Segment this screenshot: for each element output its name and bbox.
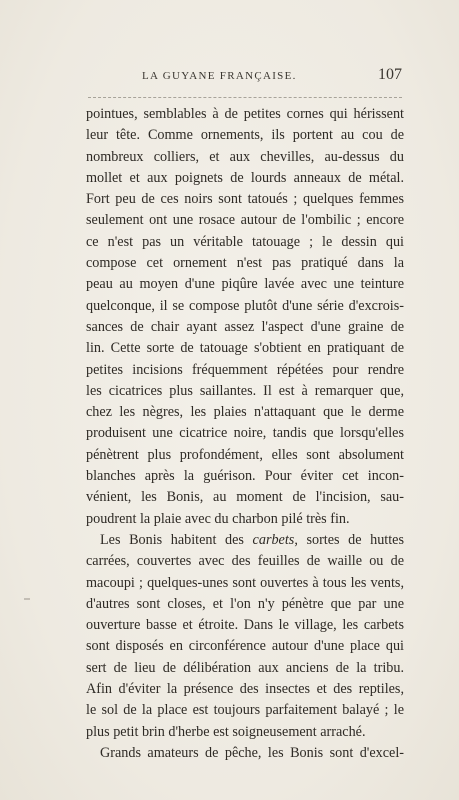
text-segment: d'autres sont closes, et l'on n'y pénètre que par une bbox=[86, 595, 404, 612]
text-line bbox=[86, 573, 404, 594]
text-line bbox=[86, 615, 404, 636]
text-segment: carrées, couvertes avec des feuilles de waille ou de bbox=[86, 553, 404, 570]
text-line bbox=[86, 360, 404, 381]
italic-word: carbets bbox=[252, 531, 295, 548]
text-segment: petites incisions fréquemment répétées pour rendre bbox=[86, 361, 404, 378]
text-segment: sances de chair ayant assez l'aspect d'une graine de bbox=[86, 318, 404, 335]
text-segment: lin. Cette sorte de tatouage s'obtient en pratiquant de bbox=[86, 340, 404, 357]
text-line bbox=[86, 296, 404, 317]
text-segment: vénient, les Bonis, au moment de l'incision, sau- bbox=[86, 489, 404, 506]
text-segment: Grands amateurs de pêche, les Bonis sont d'excel- bbox=[100, 744, 404, 761]
text-segment: Fort peu de ces noirs sont tatoués ; quelques femmes bbox=[86, 191, 404, 208]
text-segment: ouverture basse et étroite. Dans le village, les carbets bbox=[86, 617, 404, 634]
text-line bbox=[86, 423, 404, 444]
text-segment: sert de lieu de délibération aux anciens de la tribu. bbox=[86, 659, 404, 676]
text-segment: produisent une cicatrice noire, tandis que lorsqu'elles bbox=[86, 425, 404, 442]
text-segment: compose cet ornement n'est pas pratiqué dans la bbox=[86, 255, 404, 272]
running-title: LA GUYANE FRANÇAISE. bbox=[142, 70, 297, 82]
text-line bbox=[86, 104, 404, 125]
text-line bbox=[86, 168, 404, 189]
text-line bbox=[86, 402, 404, 423]
text-line bbox=[86, 636, 404, 657]
text-line bbox=[86, 722, 404, 743]
text-line bbox=[86, 530, 404, 551]
text-line bbox=[86, 551, 404, 572]
text-line bbox=[86, 210, 404, 231]
text-segment: le sol de la place est toujours parfaitement balayé ; le bbox=[86, 702, 404, 719]
text-segment: quelconque, il se compose plutôt d'une série d'excrois- bbox=[86, 297, 404, 314]
text-segment: seulement ont une rosace autour de l'ombilic ; encore bbox=[86, 212, 404, 229]
body-text bbox=[86, 104, 404, 764]
text-segment: plus petit brin d'herbe est soigneusement arraché. bbox=[86, 723, 366, 740]
text-line bbox=[86, 125, 404, 146]
text-segment: , sortes de huttes bbox=[294, 531, 404, 548]
text-segment: pointues, semblables à de petites cornes qui hérissent bbox=[86, 106, 404, 122]
text-segment: Les Bonis habitent des bbox=[100, 531, 253, 548]
text-segment: leur tête. Comme ornements, ils portent au cou de bbox=[86, 127, 404, 144]
paper-mark bbox=[24, 598, 30, 600]
text-line bbox=[86, 487, 404, 508]
text-segment: blanches après la guérison. Pour éviter cet incon- bbox=[86, 468, 404, 485]
text-line bbox=[86, 274, 404, 295]
page-number: 107 bbox=[378, 66, 402, 83]
text-line bbox=[86, 338, 404, 359]
text-line bbox=[86, 445, 404, 466]
text-segment: mollet et aux poignets de lourds anneaux de métal. bbox=[86, 169, 404, 186]
text-line bbox=[86, 232, 404, 253]
text-segment: ce n'est pas un véritable tatouage ; le dessin qui bbox=[86, 233, 404, 250]
text-line bbox=[86, 381, 404, 402]
text-line bbox=[86, 189, 404, 210]
text-line bbox=[86, 253, 404, 274]
text-segment: chez les nègres, les plaies n'attaquant que le derme bbox=[86, 404, 404, 421]
text-segment: Afin d'éviter la présence des insectes et des reptiles, bbox=[86, 681, 404, 698]
text-segment: macoupi ; quelques-unes sont ouvertes à tous les vents, bbox=[86, 574, 404, 591]
text-line bbox=[86, 743, 404, 764]
text-line bbox=[86, 466, 404, 487]
text-line bbox=[86, 509, 404, 530]
text-segment: poudrent la plaie avec du charbon pilé très fin. bbox=[86, 510, 350, 527]
text-line bbox=[86, 147, 404, 168]
text-line bbox=[86, 658, 404, 679]
text-segment: nombreux colliers, et aux chevilles, au-dessus du bbox=[86, 148, 404, 165]
text-segment: sont disposés en circonférence autour d'une place qui bbox=[86, 638, 404, 655]
text-line bbox=[86, 594, 404, 615]
text-line bbox=[86, 700, 404, 721]
text-line bbox=[86, 317, 404, 338]
header-rule bbox=[88, 97, 402, 98]
page-header bbox=[88, 66, 402, 88]
text-segment: les cicatrices plus saillantes. Il est à remarquer que, bbox=[86, 382, 404, 399]
text-line bbox=[86, 679, 404, 700]
text-segment: peau au moyen d'une piqûre lavée avec une teinture bbox=[86, 276, 404, 293]
text-segment: pénètrent plus profondément, elles sont absolument bbox=[86, 446, 404, 463]
